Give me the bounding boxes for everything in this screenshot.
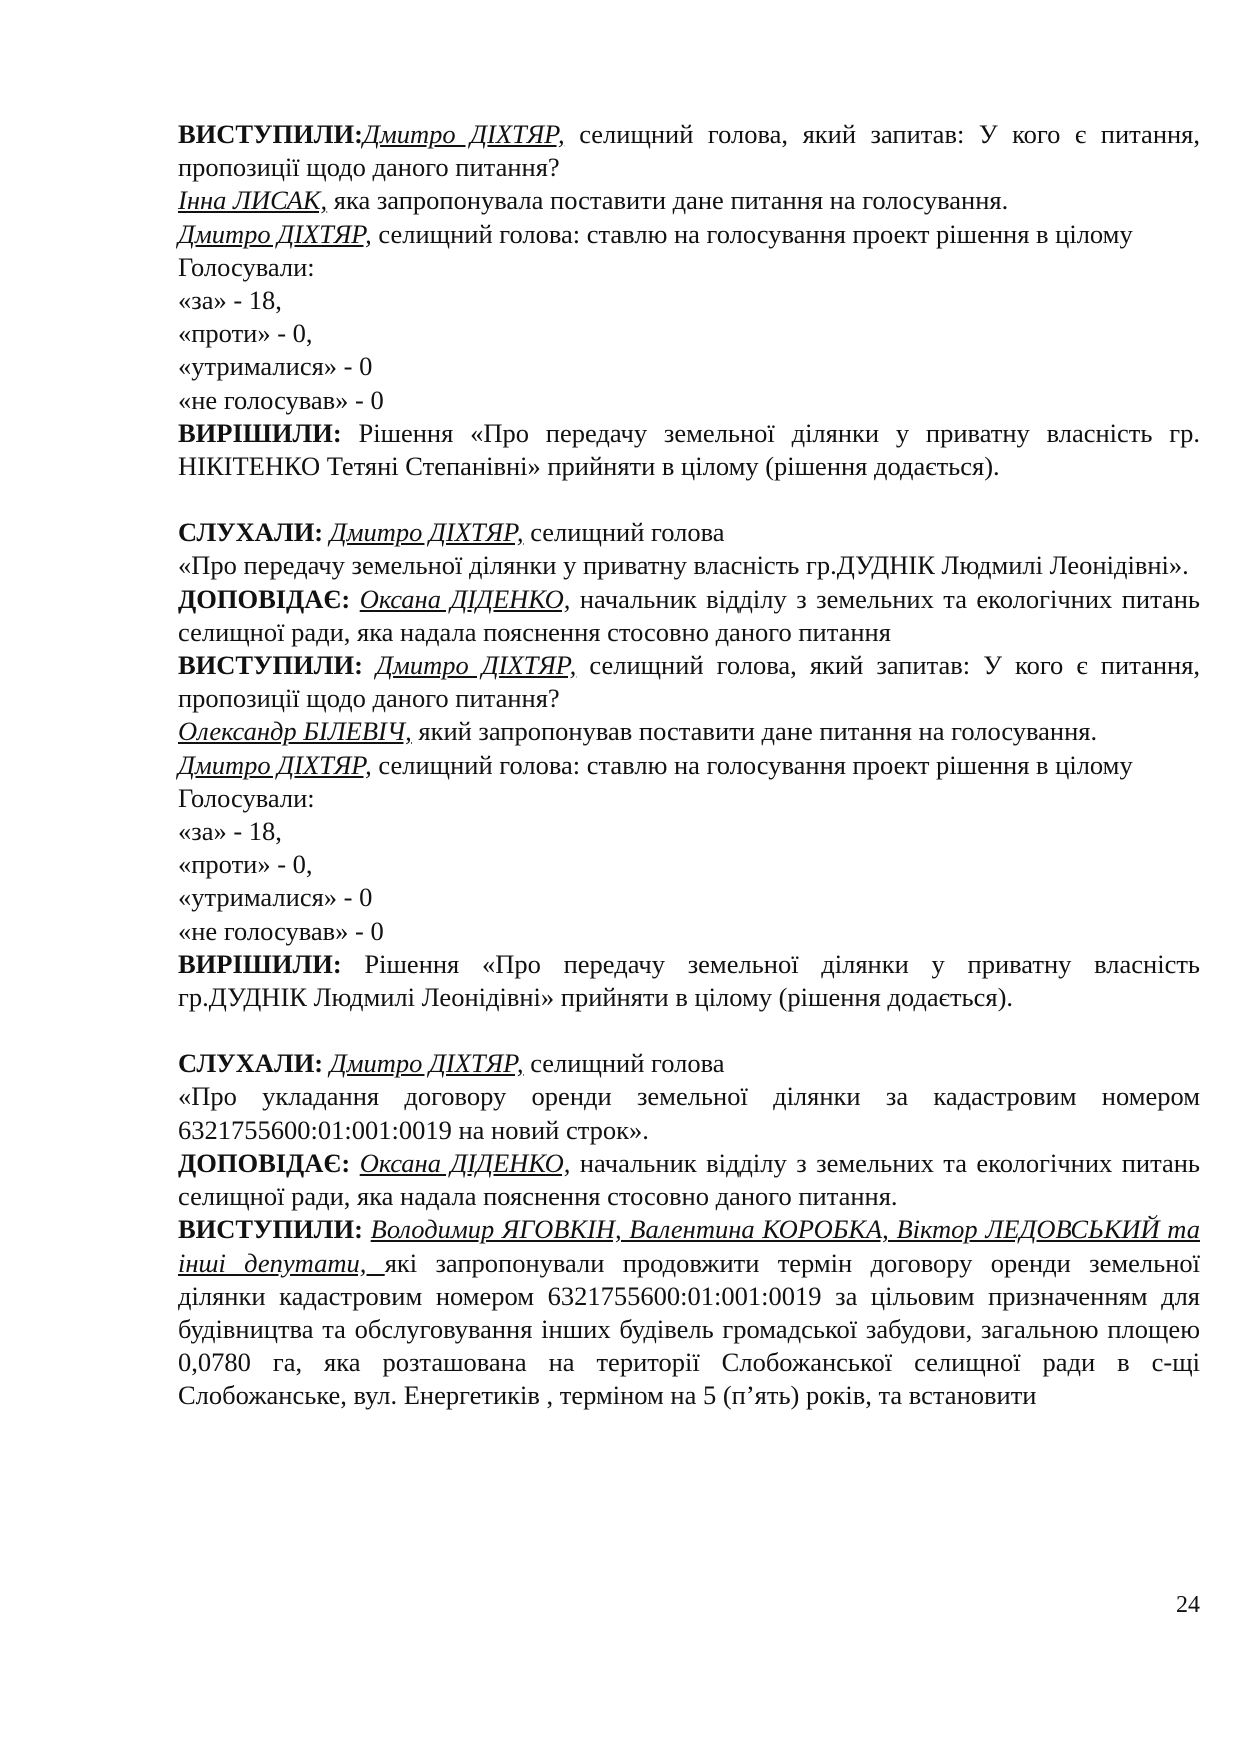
paragraph-text	[363, 1214, 371, 1244]
text-line: «не голосував» - 0	[178, 384, 384, 415]
paragraph-text	[323, 517, 330, 547]
paragraph-text: селищний голова	[523, 1048, 725, 1079]
speaker-name: Дмитро ДІХТЯР,	[178, 749, 372, 780]
paragraph-text: який запропонував поставити дане питання на голосування.	[411, 716, 1098, 747]
minutes-paragraph	[178, 1147, 1200, 1213]
text-line: «утрималися» - 0	[178, 882, 373, 913]
paragraph-text: начальник відділу з земельних та екологічних питань селищної ради, яка надала пояснення стосовно даного питання.	[178, 1147, 1201, 1212]
paragraph-text: яка запропонувала поставити дане питання на голосування.	[327, 185, 1009, 216]
text-line: «проти» - 0,	[178, 318, 313, 349]
section-keyword: ВИСТУПИЛИ:	[178, 650, 363, 681]
speaker-name: Дмитро ДІХТЯР,	[329, 517, 524, 548]
text-line: «Про передачу земельної ділянки у приватну власність гр.ДУДНІК Людмилі Леонідівні».	[178, 550, 1189, 581]
paragraph-gap	[178, 1014, 1200, 1047]
section-keyword: ВИСТУПИЛИ:	[178, 119, 363, 149]
section-keyword: ВИСТУПИЛИ:	[178, 1214, 363, 1245]
paragraph-text: селищний голова: ставлю на голосування проект рішення в цілому	[371, 749, 1133, 780]
minutes-paragraph	[178, 1047, 1200, 1080]
text-line: «за» - 18,	[178, 816, 282, 847]
speaker-name: Олександр БІЛЕВІЧ,	[178, 716, 412, 747]
speaker-name: Оксана ДІДЕНКО,	[359, 1147, 571, 1178]
minutes-paragraph	[178, 715, 1200, 748]
speaker-name: Дмитро ДІХТЯР,	[376, 650, 577, 681]
section-keyword: СЛУХАЛИ:	[178, 517, 324, 548]
speaker-name: Дмитро ДІХТЯР,	[329, 1048, 524, 1079]
speaker-name: Оксана ДІДЕНКО,	[359, 583, 571, 614]
paragraph-text: селищний голова, який запитав: У кого є питання, пропозиції щодо даного питання?	[178, 119, 1200, 183]
paragraph-text	[350, 1148, 359, 1178]
minutes-paragraph	[178, 749, 1200, 782]
text-line: Голосували:	[178, 782, 315, 813]
minutes-paragraph	[178, 417, 1200, 483]
speaker-name: Інна ЛИСАК,	[178, 185, 328, 216]
text-line: «Про укладання договору оренди земельної ділянки за кадастровим номером 6321755600:01:001:0019 на новий строк».	[178, 1081, 1200, 1145]
paragraph-text	[323, 1048, 330, 1078]
paragraph-text: Рішення «Про передачу земельної ділянки у приватну власність гр. НІКІТЕНКО Тетяні Степанівні» прийняти в цілому (рішення додається).	[178, 417, 1200, 482]
paragraph-text: Рішення «Про передачу земельної ділянки у приватну власність гр.ДУДНІК Людмилі Леонідівні» прийняти в цілому (рішення додається).	[178, 948, 1200, 1013]
minutes-paragraph	[178, 583, 1200, 649]
text-line: «утрималися» - 0	[178, 351, 373, 382]
minutes-paragraph	[178, 516, 1200, 549]
section-keyword: ВИРІШИЛИ:	[178, 417, 342, 448]
section-keyword: ДОПОВІДАЄ:	[178, 1147, 351, 1178]
text-line: «за» - 18,	[178, 285, 282, 316]
document-body	[178, 118, 1200, 1413]
speaker-name: Дмитро ДІХТЯР,	[362, 119, 565, 149]
speaker-name: Дмитро ДІХТЯР,	[178, 218, 372, 249]
section-keyword: СЛУХАЛИ:	[178, 1048, 324, 1079]
speaker-name: Володимир ЯГОВКІН, Валентина КОРОБКА, Віктор ЛЕДОВСЬКИЙ та інші депутати,	[178, 1214, 1200, 1278]
minutes-paragraph	[178, 948, 1200, 1014]
minutes-paragraph	[178, 118, 1200, 184]
paragraph-text	[350, 584, 359, 614]
paragraph-text	[363, 650, 376, 680]
paragraph-text: які запропонували продовжити термін договору оренди земельної ділянки кадастровим номером 6321755600:01:001:0019 за цільовим призначенням для будівництва та обслуговування інших будівель громадської забудови, загальною площею 0,0780 га, яка розташована на території Слобожанської селищної ради в с-щі Слобожанське, вул. Енергетиків , терміном на 5 (п’ять) років, та встановити	[178, 1247, 1200, 1411]
paragraph-text: начальник відділу з земельних та екологічних питань селищної ради, яка надала пояснення стосовно даного питання	[178, 583, 1201, 647]
text-line: Голосували:	[178, 251, 315, 282]
minutes-paragraph	[178, 649, 1200, 715]
section-keyword: ДОПОВІДАЄ:	[178, 583, 351, 614]
text-line: «не голосував» - 0	[178, 915, 384, 946]
minutes-paragraph	[178, 1213, 1200, 1412]
paragraph-text: селищний голова, який запитав: У кого є питання, пропозиції щодо даного питання?	[178, 650, 1201, 714]
text-line: «проти» - 0,	[178, 849, 313, 880]
section-keyword: ВИРІШИЛИ:	[178, 948, 342, 979]
paragraph-text: селищний голова	[523, 517, 725, 548]
minutes-paragraph	[178, 184, 1200, 217]
paragraph-gap	[178, 483, 1200, 516]
minutes-paragraph	[178, 218, 1200, 251]
page-number: 24	[1176, 1592, 1200, 1618]
paragraph-text: селищний голова: ставлю на голосування проект рішення в цілому	[371, 218, 1133, 249]
